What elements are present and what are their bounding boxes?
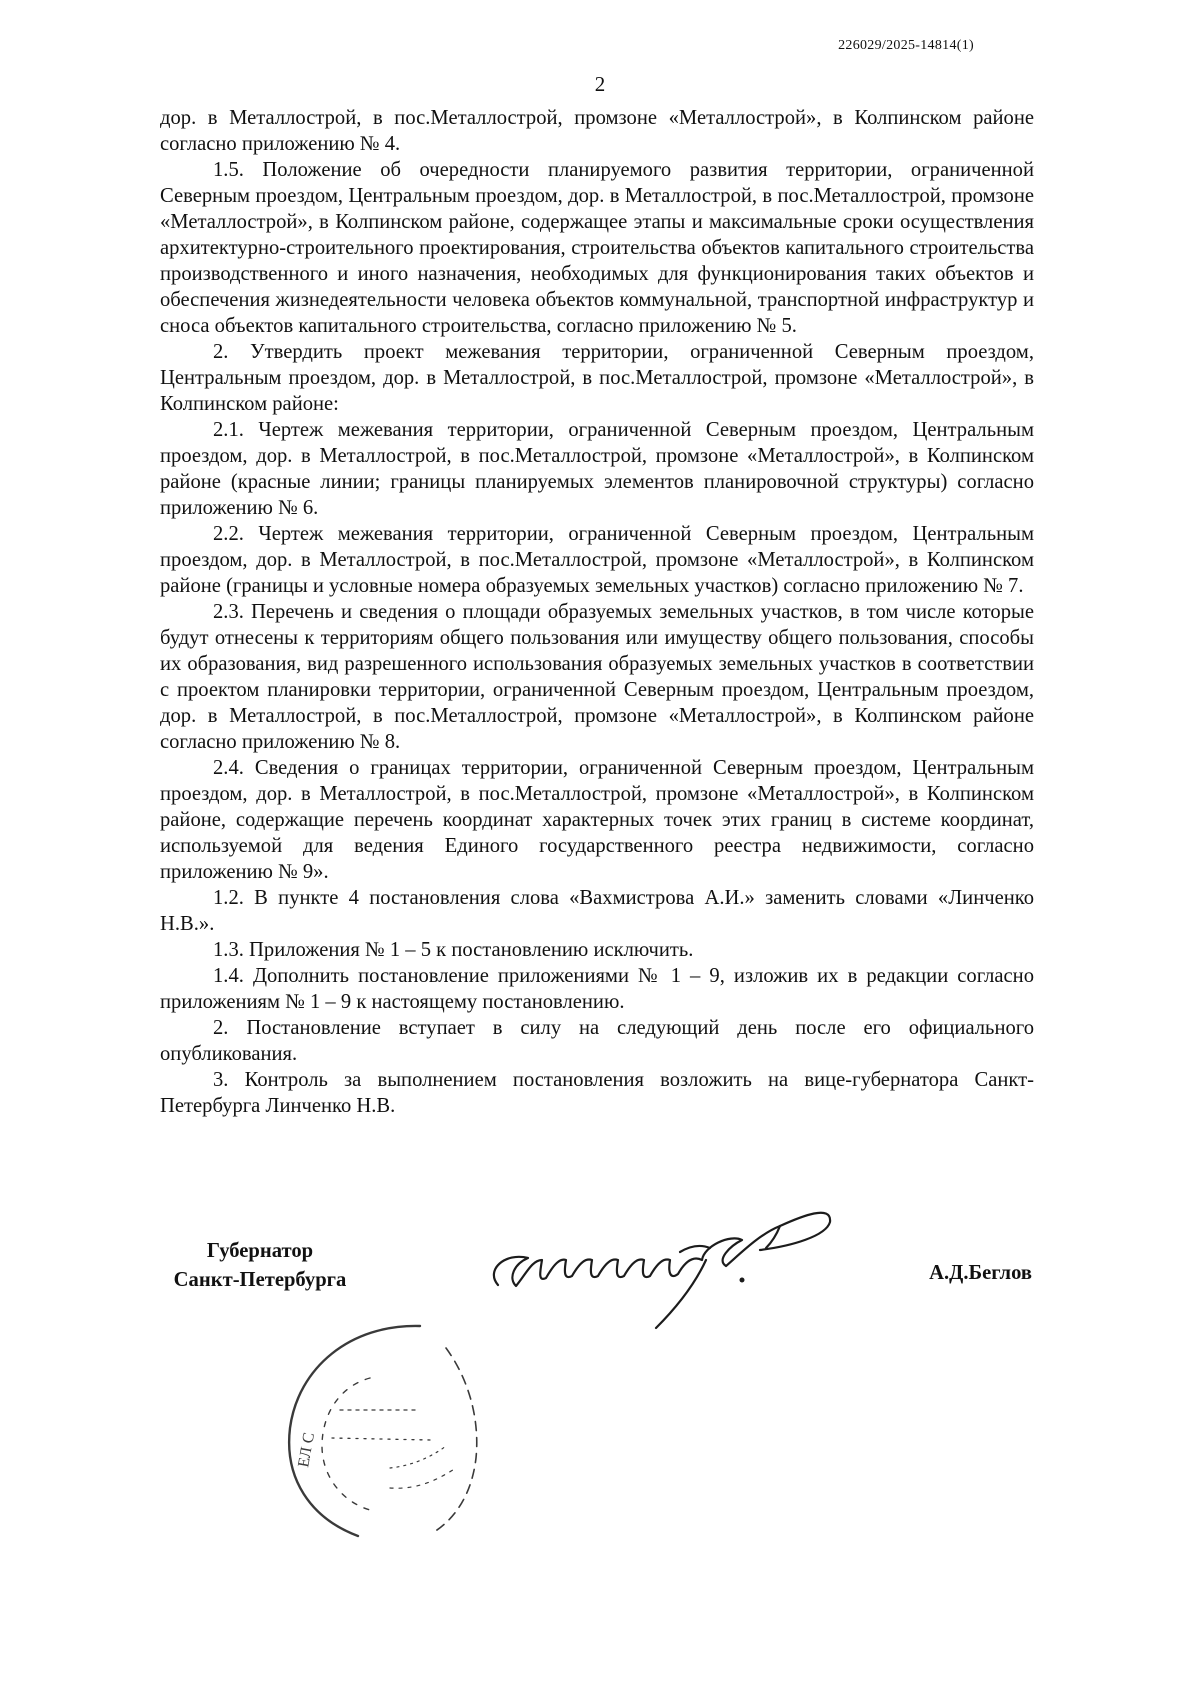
- position-region: Санкт-Петербурга: [173, 1269, 347, 1291]
- official-seal-stamp: [270, 1318, 500, 1548]
- signer-name: А.Д.Беглов: [929, 1262, 1032, 1284]
- paragraph-effective-date: 2. Постановление вступает в силу на следующий день после его официального опубликования.: [160, 1017, 1034, 1065]
- document-body: [160, 105, 1034, 1119]
- page-number: 2: [594, 72, 606, 96]
- paragraph-2-4: 2.4. Сведения о границах территории, ограниченной Северным проездом, Центральным проездом, дор. в Металлострой, в пос.Металлострой, промзоне «Металлострой», в Колпинском районе, содержащие перечень координат характерных точек этих границ в системе координат, используемой для ведения Единого государственного реестра недвижимости, согласно приложению № 9».: [160, 757, 1034, 883]
- paragraph-continuation: дор. в Металлострой, в пос.Металлострой, промзоне «Металлострой», в Колпинском районе согласно приложению № 4.: [160, 107, 1034, 155]
- paragraph-2-2: 2.2. Чертеж межевания территории, ограниченной Северным проездом, Центральным проездом, дор. в Металлострой, в пос.Металлострой, промзоне «Металлострой», в Колпинском районе (границы и условные номера образуемых земельных участков) согласно приложению № 7.: [160, 523, 1034, 597]
- paragraph-1-3: 1.3. Приложения № 1 – 5 к постановлению исключить.: [213, 939, 694, 961]
- paragraph-2-3: 2.3. Перечень и сведения о площади образуемых земельных участков, в том числе которые будут отнесены к территориям общего пользования или имуществу общего пользования, способы их образования, вид разрешенного использования образуемых земельных участков в соответствии с проектом планировки территории, ограниченной Северным проездом, Центральным проездом, дор. в Металлострой, в пос.Металлострой, промзоне «Металлострой», в Колпинском районе согласно приложению № 8.: [160, 601, 1034, 753]
- paragraph-2: 2. Утвердить проект межевания территории, ограниченной Северным проездом, Центральным проездом, дор. в Металлострой, в пос.Металлострой, промзоне «Металлострой», в Колпинском районе:: [160, 341, 1034, 415]
- handwritten-signature: [480, 1190, 840, 1335]
- paragraph-1-2: 1.2. В пункте 4 постановления слова «Вахмистрова А.И.» заменить словами «Линченко Н.В.».: [160, 887, 1034, 935]
- signatory-position: [160, 1237, 360, 1295]
- paragraph-2-1: 2.1. Чертеж межевания территории, ограниченной Северным проездом, Центральным проездом, дор. в Металлострой, в пос.Металлострой, промзоне «Металлострой», в Колпинском районе (красные линии; границы планируемых элементов планировочной структуры) согласно приложению № 6.: [160, 419, 1034, 519]
- paragraph-control: 3. Контроль за выполнением постановления возложить на вице-губернатора Санкт-Петербурга Линченко Н.В.: [160, 1069, 1034, 1117]
- paragraph-1-4: 1.4. Дополнить постановление приложениями № 1 – 9, изложив их в редакции согласно приложениям № 1 – 9 к настоящему постановлению.: [160, 965, 1034, 1013]
- position-title: Губернатор: [206, 1240, 314, 1262]
- seal-fragment-text: ЕЛ С: [295, 1431, 319, 1469]
- paragraph-1-5: 1.5. Положение об очередности планируемого развития территории, ограниченной Северным проездом, Центральным проездом, дор. в Металлострой, в пос.Металлострой, промзоне «Металлострой», в Колпинском районе, содержащее этапы и максимальные сроки осуществления архитектурно-строительного проектирования, строительства объектов капитального строительства производственного и иного назначения, необходимых для функционирования таких объектов и обеспечения жизнедеятельности человека объектов коммунальной, транспортной инфраструктур и сноса объектов капитального строительства, согласно приложению № 5.: [160, 159, 1034, 337]
- document-registration-number: 226029/2025-14814(1): [838, 38, 974, 53]
